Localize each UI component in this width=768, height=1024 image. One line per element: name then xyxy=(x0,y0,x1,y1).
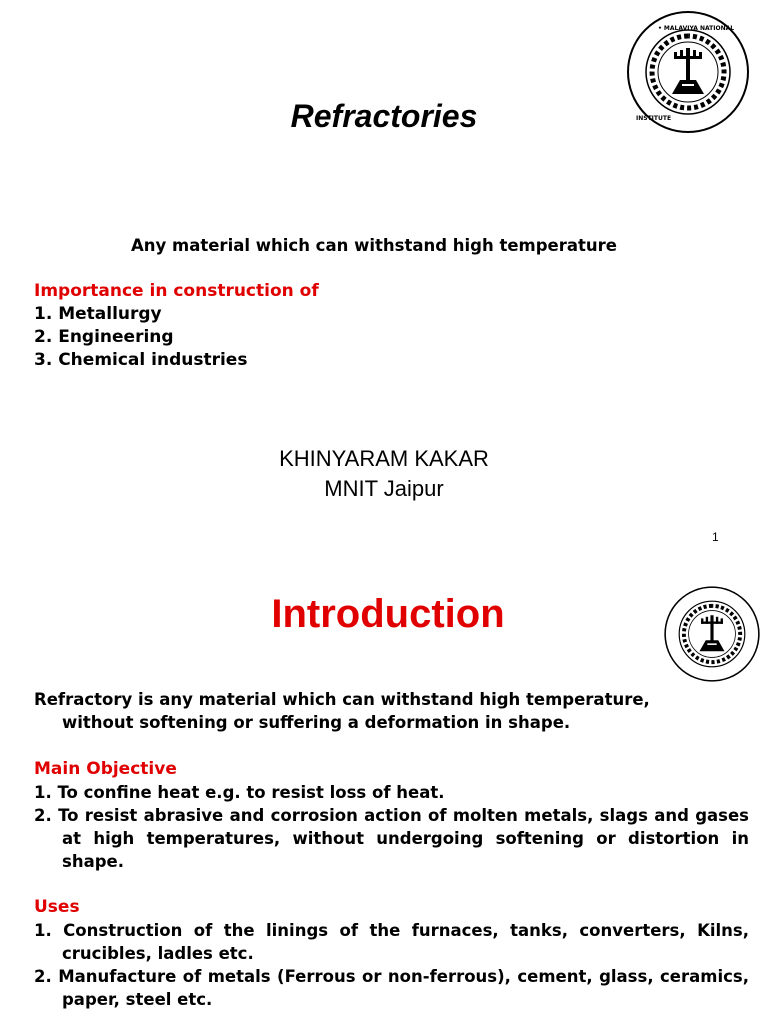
slide-subtitle: Any material which can withstand high temperature xyxy=(131,236,617,255)
svg-text:INSTITUTE: INSTITUTE xyxy=(636,115,672,122)
page-number: 1 xyxy=(712,530,719,544)
uses-heading: Uses xyxy=(34,897,80,917)
list-item: 2. To resist abrasive and corrosion action of molten metals, slags and gases at high temperatures, without undergoing softening or distortion in shape. xyxy=(34,806,749,871)
author-block xyxy=(0,444,768,504)
importance-list xyxy=(34,280,319,372)
author-affiliation: MNIT Jaipur xyxy=(324,476,444,501)
objective-heading: Main Objective xyxy=(34,759,177,779)
slide-2 xyxy=(0,560,768,1024)
definition-paragraph xyxy=(34,688,749,734)
svg-text:• MALAVIYA NATIONAL: • MALAVIYA NATIONAL xyxy=(658,25,735,32)
definition-line: without softening or suffering a deformation in shape. xyxy=(62,713,571,732)
uses-section xyxy=(34,896,749,1011)
list-item: 1. Metallurgy xyxy=(34,304,162,324)
importance-heading: Importance in construction of xyxy=(34,281,319,301)
list-item: 2. Engineering xyxy=(34,327,174,347)
list-item: 3. Chemical industries xyxy=(34,350,248,370)
list-item: 2. Manufacture of metals (Ferrous or non-ferrous), cement, glass, ceramics, paper, steel etc. xyxy=(34,967,749,1009)
objective-section xyxy=(34,758,749,873)
list-item: 1. To confine heat e.g. to resist loss of heat. xyxy=(34,783,445,802)
author-name: KHINYARAM KAKAR xyxy=(279,446,489,471)
slide-title: Refractories xyxy=(290,98,478,134)
slide-title: Introduction xyxy=(271,592,505,636)
list-item: 1. Construction of the linings of the furnaces, tanks, converters, Kilns, crucibles, ladles etc. xyxy=(34,921,749,963)
definition-line: Refractory is any material which can withstand high temperature, xyxy=(34,690,650,709)
